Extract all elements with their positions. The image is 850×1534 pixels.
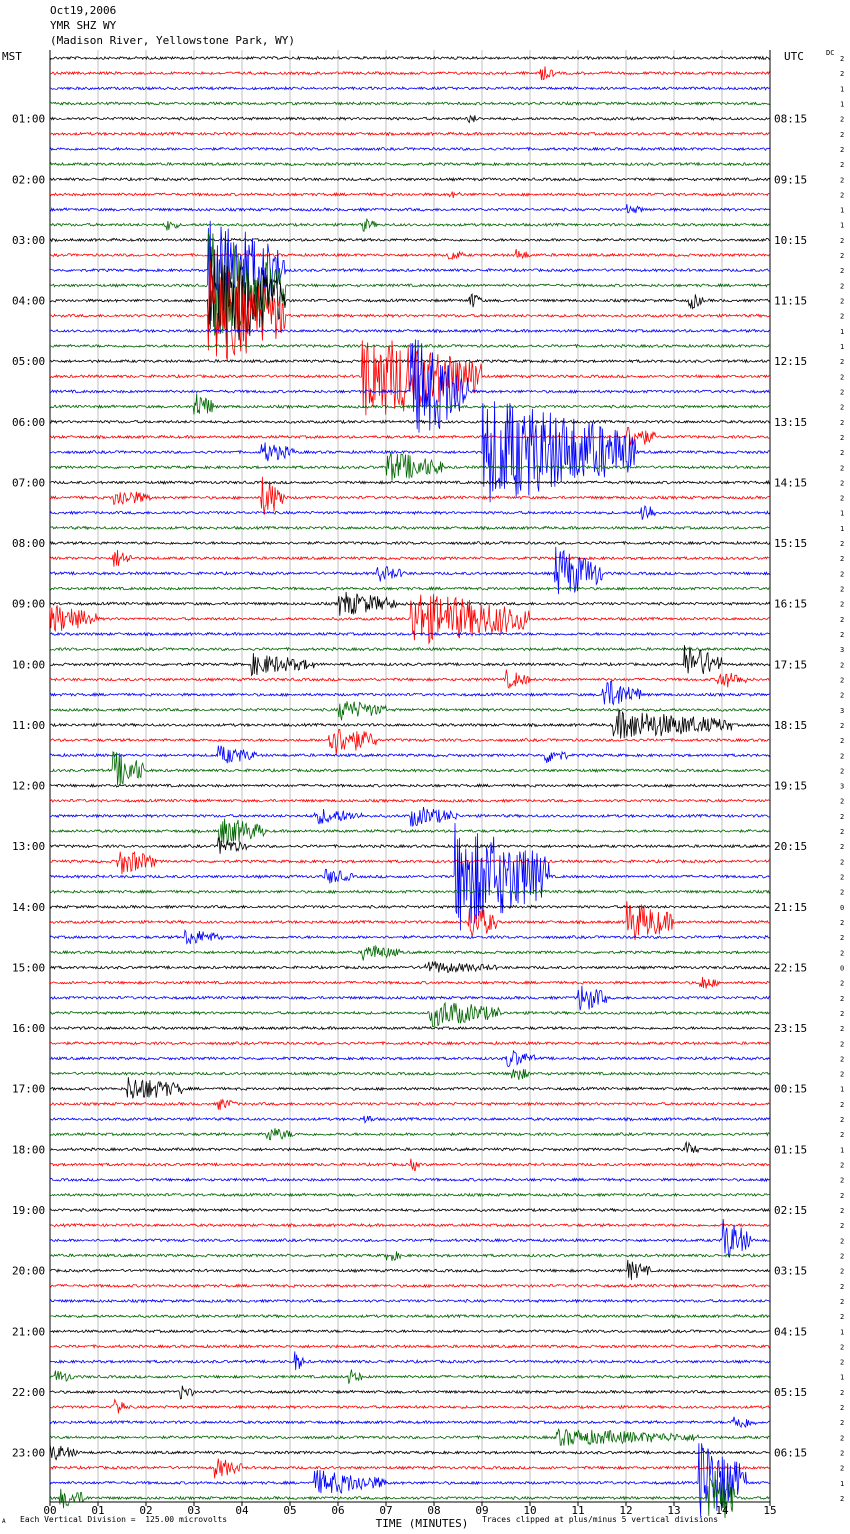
trace-scale-digit: 2 (840, 1252, 845, 1261)
trace-scale-digit: 2 (840, 1161, 845, 1170)
trace-scale-digit: 2 (840, 676, 845, 685)
x-tick-label: 07 (379, 1504, 393, 1517)
trace-scale-digit: 2 (840, 1025, 845, 1034)
trace-scale-digit: 2 (840, 70, 845, 79)
right-hour-label: 14:15 (774, 476, 808, 490)
trace-scale-digit: 2 (840, 873, 845, 882)
trace-scale-digit: 2 (840, 252, 845, 261)
seismic-trace (50, 340, 770, 433)
right-hour-label: 09:15 (774, 173, 808, 187)
trace-scale-digit: 2 (840, 737, 845, 746)
seismic-trace (50, 132, 770, 135)
trace-scale-digit: 2 (840, 979, 845, 988)
seismic-trace (50, 1429, 770, 1446)
seismic-trace (50, 178, 770, 181)
trace-scale-digit: 2 (840, 388, 845, 397)
right-hour-label: 23:15 (774, 1022, 808, 1036)
trace-scale-digit: 2 (840, 934, 845, 943)
trace-scale-digit: 2 (840, 1267, 845, 1276)
seismic-trace (50, 329, 770, 332)
seismic-trace (50, 1315, 770, 1318)
x-tick-label: 09 (475, 1504, 489, 1517)
right-hour-label: 21:15 (774, 900, 808, 914)
seismic-trace (50, 526, 770, 529)
trace-scale-digit: 2 (840, 236, 845, 245)
trace-scale-digit: 2 (840, 1343, 845, 1352)
trace-scale-digit: 2 (840, 312, 845, 321)
seismic-trace (50, 1260, 770, 1280)
seismic-trace (50, 1142, 770, 1153)
right-hour-label: 13:15 (774, 415, 808, 429)
seismic-trace (50, 66, 770, 80)
trace-scale-digit: 2 (840, 1100, 845, 1109)
seismic-trace (50, 823, 770, 930)
seismic-trace (50, 986, 770, 1010)
right-timezone-label: UTC (784, 50, 804, 63)
seismic-trace (50, 506, 770, 520)
seismic-trace (50, 594, 770, 643)
trace-scale-digit: 2 (840, 494, 845, 503)
trace-scale-digit: 2 (840, 1419, 845, 1428)
seismic-trace (50, 1209, 770, 1212)
left-hour-label: 09:00 (12, 597, 46, 611)
seismic-trace (50, 807, 770, 827)
trace-scale-digit: 1 (840, 1373, 845, 1382)
left-hour-label: 06:00 (12, 415, 46, 429)
trace-scale-digit: 2 (840, 464, 845, 473)
trace-scale-digit: 2 (840, 1282, 845, 1291)
seismic-trace (50, 1300, 770, 1303)
x-tick-label: 12 (619, 1504, 633, 1517)
trace-scale-digit: 2 (840, 540, 845, 549)
x-tick-label: 08 (427, 1504, 441, 1517)
seismic-trace (50, 221, 770, 324)
seismic-trace (50, 799, 770, 802)
seismic-trace (50, 961, 770, 972)
right-hour-label: 18:15 (774, 718, 808, 732)
seismic-trace (50, 1042, 770, 1045)
seismic-trace (50, 1345, 770, 1348)
seismic-trace (50, 232, 770, 335)
trace-scale-digit: 2 (840, 752, 845, 761)
seismic-trace (50, 1459, 770, 1479)
seismic-trace (50, 1116, 770, 1123)
seismic-trace (50, 87, 770, 90)
trace-scale-digit: 2 (840, 600, 845, 609)
seismic-trace (50, 192, 770, 198)
trace-scale-digit: 3 (840, 646, 845, 655)
x-tick-label: 05 (283, 1504, 297, 1517)
trace-scale-digit: 1 (840, 1479, 845, 1488)
trace-scale-digit: 2 (840, 55, 845, 63)
trace-scale-digit: 2 (840, 282, 845, 291)
trace-scale-digit: 2 (840, 1009, 845, 1018)
x-tick-label: 15 (763, 1504, 777, 1517)
trace-scale-digit: 2 (840, 691, 845, 700)
trace-scale-digit: 2 (840, 373, 845, 382)
trace-scale-digit: 2 (840, 615, 845, 624)
x-tick-label: 00 (43, 1504, 57, 1517)
trace-scale-digit: 2 (840, 161, 845, 170)
seismic-trace (50, 550, 770, 567)
seismic-trace (50, 670, 770, 689)
seismic-trace (50, 838, 770, 854)
right-hour-label: 05:15 (774, 1385, 808, 1399)
trace-scale-digit: 2 (840, 828, 845, 837)
right-hour-label: 22:15 (774, 961, 808, 975)
seismic-trace (50, 204, 770, 213)
left-hour-label: 08:00 (12, 537, 46, 551)
seismic-trace (50, 1128, 770, 1140)
seismic-trace (50, 681, 770, 705)
trace-scale-digit: 2 (840, 843, 845, 852)
trace-scale-digit: 2 (840, 1495, 845, 1503)
corner-mark: A (2, 1518, 6, 1525)
trace-scale-digit: 2 (840, 1131, 845, 1140)
seismic-trace (50, 547, 770, 594)
trace-scale-digit: 0 (840, 903, 845, 912)
left-hour-label: 14:00 (12, 900, 46, 914)
seismic-trace (50, 1159, 770, 1171)
x-tick-label: 03 (187, 1504, 201, 1517)
left-hour-label: 16:00 (12, 1022, 46, 1036)
trace-scale-digit: 2 (840, 797, 845, 806)
seismic-trace (50, 360, 770, 363)
trace-scale-digit: 2 (840, 297, 845, 306)
scale-note: Each Vertical Division = 125.00 microvolts (20, 1515, 228, 1524)
trace-scale-digit: 2 (840, 812, 845, 821)
trace-scale-digit: 3 (840, 782, 845, 791)
seismic-trace (50, 633, 770, 636)
trace-scale-digit: 2 (840, 767, 845, 776)
seismic-trace (50, 1224, 770, 1227)
trace-scale-digit: 2 (840, 267, 845, 276)
trace-scale-digit: 2 (840, 130, 845, 139)
trace-scale-digit: 1 (840, 85, 845, 94)
left-hour-label: 04:00 (12, 294, 46, 308)
trace-scale-digit: 2 (840, 919, 845, 927)
seismic-trace (50, 261, 770, 361)
trace-scale-digit: 3 (840, 706, 845, 715)
trace-scale-digit: 2 (840, 1055, 845, 1064)
seismic-trace (50, 746, 770, 764)
seismic-trace (50, 163, 770, 166)
left-hour-label: 18:00 (12, 1143, 46, 1157)
trace-scale-digit: 2 (840, 1237, 845, 1246)
seismic-trace (50, 102, 770, 105)
right-hour-label: 12:15 (774, 355, 808, 369)
trace-scale-digit: 2 (840, 358, 845, 367)
seismic-trace (50, 452, 770, 481)
header-date: Oct19,2006 (50, 4, 117, 17)
x-tick-label: 14 (715, 1504, 729, 1517)
left-hour-label: 21:00 (12, 1325, 46, 1339)
x-tick-label: 13 (667, 1504, 681, 1517)
trace-scale-digit: 1 (840, 1085, 845, 1094)
x-tick-label: 04 (235, 1504, 249, 1517)
seismic-trace (50, 57, 770, 60)
left-hour-label: 01:00 (12, 112, 46, 126)
right-hour-label: 10:15 (774, 233, 808, 247)
seismic-trace (50, 890, 770, 893)
seismic-trace (50, 219, 770, 232)
trace-scale-digit: 2 (840, 1191, 845, 1200)
trace-scale-digit: 2 (840, 1358, 845, 1367)
seismic-trace (50, 345, 770, 348)
seismic-trace (50, 587, 770, 590)
trace-scale-digit: 2 (840, 403, 845, 412)
trace-scale-digit: 2 (840, 479, 845, 488)
seismic-trace (50, 420, 770, 423)
trace-scale-digit: 2 (840, 1388, 845, 1397)
left-hour-label: 15:00 (12, 961, 46, 975)
trace-scale-digit: 2 (840, 1297, 845, 1306)
right-hour-label: 17:15 (774, 658, 808, 672)
left-hour-label: 05:00 (12, 355, 46, 369)
seismic-trace (50, 115, 770, 122)
left-hour-label: 23:00 (12, 1446, 46, 1460)
trace-scale-digit: 2 (840, 570, 845, 579)
trace-scale-digit: 2 (840, 1464, 845, 1473)
seismic-trace (50, 401, 770, 502)
seismic-trace (50, 977, 770, 989)
trace-scale-digit: 0 (840, 964, 845, 973)
dc-label: DC (826, 49, 835, 57)
seismic-trace (50, 481, 770, 484)
left-hour-label: 10:00 (12, 658, 46, 672)
right-hour-label: 01:15 (774, 1143, 808, 1157)
right-hour-label: 02:15 (774, 1204, 808, 1217)
x-tick-label: 02 (139, 1504, 153, 1517)
trace-scale-digit: 1 (840, 524, 845, 533)
seismic-trace (50, 752, 770, 786)
seismic-trace (50, 1077, 770, 1098)
trace-scale-digit: 2 (840, 418, 845, 427)
right-hour-label: 03:15 (774, 1264, 808, 1278)
seismic-trace (50, 1417, 770, 1427)
x-axis-label: TIME (MINUTES) (375, 1517, 469, 1530)
seismic-trace (50, 1386, 770, 1399)
trace-scale-digit: 2 (840, 1222, 845, 1231)
right-hour-label: 00:15 (774, 1082, 808, 1096)
seismic-trace (50, 1400, 770, 1414)
seismic-trace (50, 148, 770, 151)
seismic-trace (50, 427, 770, 445)
trace-scale-digit: 1 (840, 509, 845, 518)
trace-scale-digit: 2 (840, 555, 845, 564)
seismic-trace (50, 542, 770, 545)
trace-scale-digit: 2 (840, 661, 845, 670)
seismic-trace (50, 1370, 770, 1384)
header-location: (Madison River, Yellowstone Park, WY) (50, 34, 296, 47)
seismic-trace (50, 1051, 770, 1067)
trace-scale-digit: 2 (840, 721, 845, 730)
left-hour-label: 11:00 (12, 718, 46, 732)
trace-scale-digit: 2 (840, 1434, 845, 1443)
trace-scale-digit: 2 (840, 1070, 845, 1079)
seismic-trace (50, 901, 770, 940)
left-hour-label: 03:00 (12, 233, 46, 247)
seismic-trace (50, 394, 770, 415)
seismic-trace (50, 249, 770, 259)
left-hour-label: 02:00 (12, 173, 46, 187)
seismic-trace (50, 648, 770, 651)
right-hour-label: 16:15 (774, 597, 808, 611)
seismic-trace (50, 1471, 770, 1518)
seismic-trace (50, 1027, 770, 1030)
trace-scale-digit: 2 (840, 1404, 845, 1413)
trace-scale-digit: 2 (840, 145, 845, 154)
trace-scale-digit: 1 (840, 1146, 845, 1155)
seismic-trace (50, 1100, 770, 1111)
left-hour-label: 19:00 (12, 1204, 46, 1217)
left-hour-label: 07:00 (12, 476, 46, 490)
left-hour-label: 12:00 (12, 779, 46, 793)
seismic-trace (50, 905, 770, 908)
seismic-trace (50, 238, 770, 241)
left-timezone-label: MST (2, 50, 22, 63)
x-tick-label: 06 (331, 1504, 345, 1517)
trace-scale-digit: 2 (840, 1116, 845, 1125)
seismic-trace (50, 710, 770, 739)
trace-scale-digit: 2 (840, 191, 845, 200)
x-tick-label: 11 (571, 1504, 585, 1517)
trace-scale-digit: 2 (840, 585, 845, 594)
trace-scale-digit: 2 (840, 949, 845, 958)
seismic-trace (50, 1284, 770, 1287)
left-hour-label: 13:00 (12, 840, 46, 854)
seismic-trace (50, 1443, 770, 1517)
trace-scale-digit: 2 (840, 176, 845, 185)
trace-scale-digit: 2 (840, 1176, 845, 1185)
x-tick-label: 10 (523, 1504, 537, 1517)
seismic-trace (50, 1003, 770, 1027)
trace-scale-digit: 1 (840, 327, 845, 336)
seismic-trace (50, 1069, 770, 1080)
seismic-trace (50, 930, 770, 943)
trace-scale-digit: 2 (840, 1313, 845, 1322)
right-hour-label: 11:15 (774, 294, 808, 308)
trace-scale-digit: 2 (840, 994, 845, 1003)
left-hour-label: 20:00 (12, 1264, 46, 1278)
trace-scale-digit: 2 (840, 115, 845, 124)
trace-scale-digit: 1 (840, 343, 845, 351)
right-hour-label: 08:15 (774, 112, 808, 126)
x-tick-label: 01 (91, 1504, 105, 1517)
seismic-trace (50, 1251, 770, 1261)
trace-scale-digit: 1 (840, 206, 845, 215)
seismic-trace (50, 852, 770, 874)
seismic-trace (50, 946, 770, 961)
seismic-trace (50, 1444, 770, 1460)
seismic-trace (50, 819, 770, 845)
trace-scale-digit: 2 (840, 1449, 845, 1458)
trace-scale-digit: 2 (840, 449, 845, 458)
trace-scale-digit: 2 (840, 433, 845, 442)
clip-note: Traces clipped at plus/minus 5 vertical divisions (482, 1515, 719, 1524)
seismic-trace (50, 1193, 770, 1196)
header-station: YMR SHZ WY (50, 19, 117, 32)
seismic-trace (50, 247, 770, 345)
right-hour-label: 04:15 (774, 1325, 808, 1339)
right-hour-label: 19:15 (774, 779, 808, 793)
left-hour-label: 22:00 (12, 1385, 46, 1399)
trace-scale-digit: 2 (840, 858, 845, 867)
seismic-trace (50, 1330, 770, 1333)
seismic-trace (50, 1351, 770, 1370)
right-hour-label: 20:15 (774, 840, 808, 854)
trace-scale-digit: 2 (840, 888, 845, 897)
trace-scale-digit: 2 (840, 631, 845, 639)
trace-scale-digit: 1 (840, 1328, 845, 1337)
trace-scale-digit: 1 (840, 221, 845, 230)
trace-scale-digit: 2 (840, 1040, 845, 1049)
seismic-trace (50, 701, 770, 720)
left-hour-label: 17:00 (12, 1082, 46, 1096)
right-hour-label: 06:15 (774, 1446, 808, 1460)
seismic-trace (50, 784, 770, 787)
seismic-trace (50, 1178, 770, 1181)
right-hour-label: 15:15 (774, 537, 808, 551)
trace-scale-digit: 2 (840, 1207, 845, 1215)
trace-scale-digit: 1 (840, 100, 845, 109)
